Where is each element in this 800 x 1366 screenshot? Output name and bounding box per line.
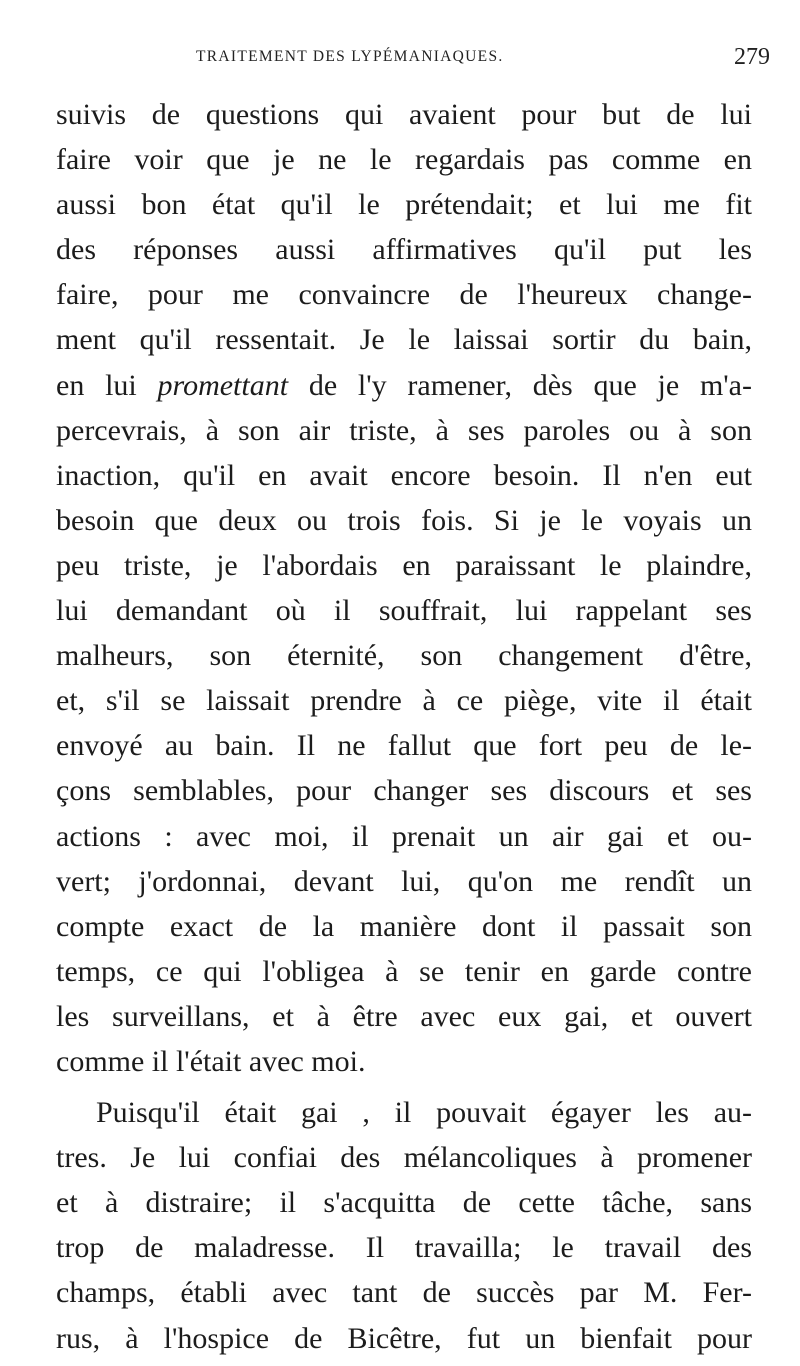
- text-line: faire voir que je ne le regardais pas comme en: [56, 143, 752, 177]
- text-line: faire, pour me convaincre de l'heureux change-: [56, 278, 752, 312]
- text-line: et, s'il se laissait prendre à ce piège, vite il était: [56, 684, 752, 718]
- text-line: inaction, qu'il en avait encore besoin. Il n'en eut: [56, 458, 752, 492]
- paragraph-2: [56, 1090, 752, 1361]
- text-line: Puisqu'il était gai , il pouvait égayer les au-: [96, 1096, 752, 1130]
- text-line: trop de maladresse. Il travailla; le travail des: [56, 1231, 752, 1265]
- text-line: peu triste, je l'abordais en paraissant le plaindre,: [56, 548, 752, 582]
- text-line: compte exact de la manière dont il passait son: [56, 909, 752, 943]
- text-line: tres. Je lui confiai des mélancoliques à promener: [56, 1141, 752, 1175]
- running-head: [56, 44, 770, 74]
- text-line: des réponses aussi affirmatives qu'il put les: [56, 233, 752, 267]
- text-line: vert; j'ordonnai, devant lui, qu'on me rendît un: [56, 864, 752, 898]
- text-line: envoyé au bain. Il ne fallut que fort peu de le-: [56, 729, 752, 763]
- running-title: TRAITEMENT DES LYPÉMANIAQUES.: [196, 48, 504, 65]
- text-line: ment qu'il ressentait. Je le laissai sortir du bain,: [56, 323, 752, 357]
- italic-word: promettant: [157, 368, 289, 402]
- text-line: besoin que deux ou trois fois. Si je le voyais un: [56, 503, 752, 537]
- text-line: percevrais, à son air triste, à ses paroles ou à son: [56, 413, 752, 447]
- text-line-with-italic: [56, 363, 752, 408]
- paragraph-1: [56, 92, 752, 1084]
- text-segment: en lui: [56, 368, 158, 402]
- text-line: les surveillans, et à être avec eux gai, et ouvert: [56, 999, 752, 1033]
- text-line: temps, ce qui l'obligea à se tenir en garde contre: [56, 954, 752, 988]
- text-segment: de l'y ramener, dès que je m'a-: [288, 368, 752, 402]
- text-line: suivis de questions qui avaient pour but de lui: [56, 98, 752, 131]
- text-line: malheurs, son éternité, son changement d'être,: [56, 639, 752, 673]
- body-text: [56, 92, 752, 1361]
- page-number: 279: [734, 44, 770, 70]
- text-line: actions : avec moi, il prenait un air gai et ou-: [56, 819, 752, 853]
- text-line: et à distraire; il s'acquitta de cette tâche, sans: [56, 1186, 752, 1220]
- text-line: champs, établi avec tant de succès par M. Fer-: [56, 1276, 752, 1310]
- text-line: lui demandant où il souffrait, lui rappelant ses: [56, 594, 752, 628]
- text-line: çons semblables, pour changer ses discours et ses: [56, 774, 752, 808]
- text-line: aussi bon état qu'il le prétendait; et lui me fit: [56, 188, 752, 222]
- text-line: rus, à l'hospice de Bicêtre, fut un bienfait pour: [56, 1321, 752, 1355]
- text-line: comme il l'était avec moi.: [56, 1044, 366, 1078]
